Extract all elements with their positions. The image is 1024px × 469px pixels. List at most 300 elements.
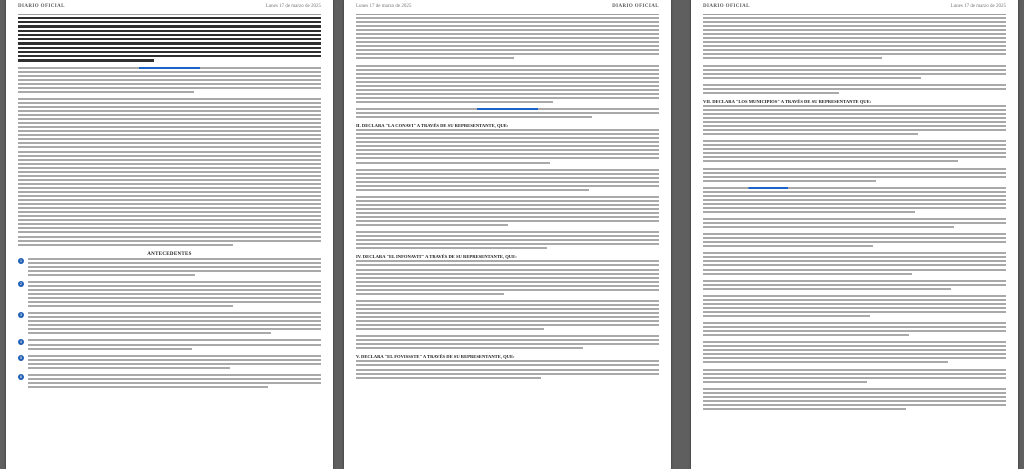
- text-line: [703, 345, 1006, 347]
- text-line: [703, 303, 1006, 305]
- number-bullet-icon: 5: [19, 354, 23, 360]
- text-line: [703, 191, 1006, 193]
- text-line: [356, 304, 659, 306]
- numbered-paragraph: [18, 258, 321, 278]
- text-line: [703, 77, 921, 79]
- text-line: [18, 211, 321, 213]
- text-line: [703, 113, 1006, 115]
- text-line: [703, 41, 1006, 43]
- text-line: [28, 312, 321, 314]
- paragraph: [703, 65, 1006, 79]
- text-line: [703, 73, 1006, 75]
- text-line: [28, 367, 230, 369]
- text-line: [18, 175, 321, 177]
- paragraph: [703, 187, 1006, 213]
- paragraph: [703, 233, 1006, 247]
- paragraph: [356, 231, 659, 249]
- text-line: [356, 231, 659, 233]
- declaration-heading: IV. DECLARA "EL INFONAVIT" A TRAVÉS DE SU REPRESENTANTE, QUE:: [356, 254, 517, 260]
- publication-name: DIARIO OFICIAL: [18, 4, 65, 9]
- text-line: [703, 311, 1006, 313]
- text-line: [18, 146, 321, 148]
- text-line: [18, 30, 321, 32]
- text-line: [703, 226, 954, 228]
- text-line: [703, 404, 1006, 406]
- text-line: [703, 334, 909, 336]
- text-line: [18, 138, 321, 140]
- text-line: [356, 277, 659, 279]
- text-line: [18, 191, 321, 193]
- text-line: [356, 181, 659, 183]
- text-line: [356, 33, 659, 35]
- paragraph: [703, 322, 1006, 336]
- text-line: [28, 305, 233, 307]
- paragraph: [356, 335, 659, 349]
- text-line: [28, 344, 321, 346]
- text-line: [703, 148, 1006, 150]
- paragraph: [703, 168, 1006, 182]
- paragraph: [18, 98, 321, 246]
- section-heading: ANTECEDENTES: [147, 251, 192, 257]
- text-line: [703, 17, 1006, 19]
- paragraph: [703, 218, 1006, 228]
- text-line: [18, 38, 321, 40]
- text-line: [356, 116, 592, 118]
- text-line: [356, 49, 659, 51]
- paragraph: [703, 105, 1006, 135]
- text-line: [18, 183, 321, 185]
- text-line: [703, 152, 1006, 154]
- text-line: [356, 97, 659, 99]
- text-line: [356, 208, 659, 210]
- text-line: [356, 89, 659, 91]
- text-line: [18, 114, 321, 116]
- text-line: [703, 109, 1006, 111]
- text-line: [28, 348, 192, 350]
- bold-paragraph: [18, 17, 321, 62]
- text-line: [356, 369, 659, 371]
- text-line: [356, 137, 659, 139]
- text-line: [356, 224, 508, 226]
- numbered-paragraph: [18, 355, 321, 371]
- text-line: [18, 122, 321, 124]
- numbered-paragraph: [18, 281, 321, 309]
- paragraph: [703, 252, 1006, 274]
- text-line: [703, 199, 1006, 201]
- text-line: [703, 361, 948, 363]
- text-line: [356, 157, 659, 159]
- number-bullet-icon: 6: [19, 373, 23, 379]
- text-line: [703, 25, 1006, 27]
- text-line: [356, 177, 659, 179]
- text-line: [356, 269, 659, 271]
- text-line: [356, 260, 659, 262]
- paragraph: [356, 260, 659, 294]
- text-line: [703, 84, 1006, 86]
- number-bullet-icon: 4: [19, 339, 23, 345]
- text-line: [356, 328, 544, 330]
- text-line: [28, 285, 321, 287]
- paragraph: [703, 140, 1006, 162]
- text-line: [703, 330, 1006, 332]
- text-line: [356, 289, 659, 291]
- text-line: [18, 47, 321, 49]
- text-line: [18, 25, 321, 27]
- document-page-3[interactable]: [691, 0, 1018, 469]
- text-line: [356, 200, 659, 202]
- text-line: [356, 273, 659, 275]
- page-body: [703, 17, 1006, 469]
- text-line: [28, 332, 271, 334]
- text-line: [28, 293, 321, 295]
- text-line: [356, 212, 659, 214]
- text-line: [703, 53, 1006, 55]
- paragraph: [703, 17, 1006, 59]
- text-line: [18, 75, 321, 77]
- paragraph: [356, 129, 659, 163]
- text-line: [703, 322, 1006, 324]
- text-line: [356, 45, 659, 47]
- text-line: [356, 235, 659, 237]
- text-line: [356, 41, 659, 43]
- text-line: [356, 364, 659, 366]
- numbered-paragraph: [18, 374, 321, 390]
- text-line: [18, 42, 321, 44]
- text-line: [28, 378, 321, 380]
- text-line: [703, 218, 1006, 220]
- text-line: [703, 140, 1006, 142]
- text-line: [18, 187, 321, 189]
- paragraph: [703, 341, 1006, 363]
- text-line: [703, 388, 1006, 390]
- text-line: [18, 236, 321, 238]
- text-line: [28, 355, 321, 357]
- declaration-heading: VII. DECLARA "LOS MUNICIPIOS" A TRAVÉS DE SU REPRESENTANTE QUE:: [703, 98, 872, 104]
- text-line: [356, 129, 659, 131]
- text-line: [18, 71, 321, 73]
- text-line: [28, 274, 195, 276]
- text-line: [18, 195, 321, 197]
- text-line: [703, 392, 1006, 394]
- text-line: [703, 241, 1006, 243]
- text-line: [703, 260, 1006, 262]
- text-line: [18, 110, 321, 112]
- text-line: [18, 51, 321, 53]
- text-line: [703, 273, 912, 275]
- text-line: [703, 295, 1006, 297]
- text-line: [703, 373, 1006, 375]
- page-header: [18, 4, 321, 15]
- text-line: [703, 377, 1006, 379]
- paragraph: [356, 196, 659, 226]
- text-line: [356, 216, 659, 218]
- text-line: [356, 243, 659, 245]
- text-line: [18, 179, 321, 181]
- text-line: [703, 203, 1006, 205]
- text-line: [356, 29, 659, 31]
- text-line: [18, 159, 321, 161]
- text-line: [18, 83, 321, 85]
- text-line: [18, 34, 321, 36]
- text-line: [703, 129, 1006, 131]
- declaration-heading: V. DECLARA "EL FOVISSSTE" A TRAVÉS DE SU REPRESENTANTE, QUE:: [356, 354, 515, 360]
- text-line: [703, 105, 1006, 107]
- publication-name: DIARIO OFICIAL: [703, 4, 750, 9]
- text-line: [18, 67, 321, 69]
- text-line: [703, 341, 1006, 343]
- text-line: [18, 207, 321, 209]
- numbered-paragraph: [18, 312, 321, 336]
- text-line: [703, 176, 1006, 178]
- text-line: [703, 211, 915, 213]
- text-line: [356, 112, 659, 114]
- text-line: [703, 172, 1006, 174]
- text-line: [356, 25, 659, 27]
- text-line: [356, 285, 659, 287]
- text-line: [703, 349, 1006, 351]
- text-line: [356, 17, 659, 19]
- text-line: [703, 160, 958, 162]
- text-line: [18, 151, 321, 153]
- paragraph: [703, 280, 1006, 290]
- text-line: [356, 204, 659, 206]
- text-line: [18, 118, 321, 120]
- paragraph: [356, 65, 659, 103]
- text-line: [18, 130, 321, 132]
- number-bullet-icon: 1: [19, 257, 23, 263]
- text-line: [703, 69, 1006, 71]
- text-line: [703, 33, 1006, 35]
- paragraph: [703, 369, 1006, 383]
- text-line: [18, 79, 321, 81]
- text-line: [703, 381, 867, 383]
- text-line: [18, 219, 321, 221]
- text-line: [356, 312, 659, 314]
- text-line: [703, 49, 1006, 51]
- text-line: [18, 240, 321, 242]
- text-line: [703, 264, 1006, 266]
- text-line: [356, 264, 659, 266]
- text-line: [703, 21, 1006, 23]
- document-page-2[interactable]: [344, 0, 671, 469]
- text-line: [703, 117, 1006, 119]
- text-line: [28, 289, 321, 291]
- text-line: [356, 335, 659, 337]
- text-line: [28, 339, 321, 341]
- page-header: [703, 4, 1006, 15]
- text-line: [703, 144, 1006, 146]
- text-line: [28, 320, 321, 322]
- publication-name: DIARIO OFICIAL: [612, 4, 659, 9]
- text-line: [356, 77, 659, 79]
- text-line: [28, 262, 321, 264]
- text-line: [703, 408, 906, 410]
- text-line: [703, 288, 951, 290]
- text-line: [703, 180, 876, 182]
- text-line: [356, 169, 659, 171]
- text-line: [356, 53, 659, 55]
- text-line: [18, 167, 321, 169]
- text-line: [28, 258, 321, 260]
- text-line: [703, 125, 1006, 127]
- text-line: [18, 199, 321, 201]
- text-line: [356, 37, 659, 39]
- text-line: [356, 108, 659, 110]
- text-line: [703, 369, 1006, 371]
- text-line: [356, 239, 659, 241]
- text-line: [356, 85, 659, 87]
- text-line: [356, 316, 659, 318]
- text-line: [356, 196, 659, 198]
- text-line: [703, 280, 1006, 282]
- text-line: [703, 233, 1006, 235]
- text-line: [28, 316, 321, 318]
- paragraph: [356, 169, 659, 191]
- publication-date: Lunes 17 de marzo de 2025: [356, 4, 412, 9]
- text-line: [703, 222, 1006, 224]
- paragraph: [356, 300, 659, 330]
- publication-date: Lunes 17 de marzo de 2025: [950, 4, 1006, 9]
- text-line: [356, 281, 659, 283]
- paragraph: [356, 108, 659, 118]
- text-line: [356, 324, 659, 326]
- text-line: [356, 360, 659, 362]
- text-line: [703, 284, 1006, 286]
- text-line: [356, 189, 589, 191]
- text-line: [356, 347, 583, 349]
- text-line: [356, 173, 659, 175]
- document-page-1[interactable]: [6, 0, 333, 469]
- text-line: [18, 227, 321, 229]
- declaration-heading: II. DECLARA "LA CONAVI" A TRAVÉS DE SU REPRESENTANTE, QUE:: [356, 123, 509, 129]
- text-line: [703, 133, 918, 135]
- text-line: [356, 339, 659, 341]
- numbered-paragraph: [18, 339, 321, 351]
- text-line: [18, 87, 321, 89]
- publication-date: Lunes 17 de marzo de 2025: [265, 4, 321, 9]
- paragraph: [703, 388, 1006, 410]
- text-line: [356, 247, 547, 249]
- text-line: [356, 293, 504, 295]
- text-line: [28, 324, 321, 326]
- text-line: [18, 59, 154, 61]
- text-line: [18, 171, 321, 173]
- text-line: [356, 220, 659, 222]
- text-line: [703, 121, 1006, 123]
- text-line: [703, 187, 1006, 189]
- text-line: [18, 91, 194, 93]
- text-line: [703, 353, 1006, 355]
- text-line: [356, 69, 659, 71]
- text-line: [703, 168, 1006, 170]
- text-line: [703, 315, 870, 317]
- text-line: [18, 215, 321, 217]
- text-line: [356, 320, 659, 322]
- text-line: [356, 343, 659, 345]
- number-bullet-icon: 2: [19, 280, 23, 286]
- text-line: [28, 328, 321, 330]
- paragraph: [356, 360, 659, 378]
- text-line: [356, 57, 514, 59]
- text-line: [356, 133, 659, 135]
- text-line: [356, 185, 659, 187]
- text-line: [356, 308, 659, 310]
- text-line: [356, 81, 659, 83]
- text-line: [18, 203, 321, 205]
- page-body: [18, 17, 321, 469]
- paragraph: [356, 17, 659, 59]
- text-line: [703, 65, 1006, 67]
- text-line: [28, 266, 321, 268]
- text-line: [703, 299, 1006, 301]
- text-line: [356, 153, 659, 155]
- text-line: [703, 88, 1006, 90]
- text-line: [18, 55, 321, 57]
- text-line: [703, 45, 1006, 47]
- text-line: [356, 65, 659, 67]
- text-line: [356, 373, 659, 375]
- text-line: [28, 359, 321, 361]
- text-line: [703, 326, 1006, 328]
- paragraph: [18, 67, 321, 93]
- text-line: [28, 301, 321, 303]
- text-line: [28, 374, 321, 376]
- text-line: [703, 307, 1006, 309]
- text-line: [356, 149, 659, 151]
- text-line: [356, 141, 659, 143]
- text-line: [703, 252, 1006, 254]
- text-line: [18, 21, 321, 23]
- text-line: [18, 17, 321, 19]
- text-line: [356, 93, 659, 95]
- text-line: [703, 195, 1006, 197]
- paragraph: [703, 295, 1006, 317]
- text-line: [356, 162, 550, 164]
- text-line: [28, 382, 321, 384]
- text-line: [18, 134, 321, 136]
- text-line: [703, 269, 1006, 271]
- text-line: [356, 145, 659, 147]
- text-line: [703, 57, 882, 59]
- text-line: [18, 155, 321, 157]
- text-line: [703, 400, 1006, 402]
- text-line: [28, 386, 268, 388]
- text-line: [18, 244, 233, 246]
- number-bullet-icon: 3: [19, 312, 23, 318]
- text-line: [28, 297, 321, 299]
- text-line: [18, 102, 321, 104]
- text-line: [703, 37, 1006, 39]
- text-line: [356, 101, 553, 103]
- text-line: [356, 300, 659, 302]
- text-line: [356, 73, 659, 75]
- text-line: [703, 245, 873, 247]
- text-line: [18, 231, 321, 233]
- text-line: [18, 163, 321, 165]
- paragraph: [703, 84, 1006, 94]
- text-line: [18, 106, 321, 108]
- text-line: [28, 363, 321, 365]
- text-line: [703, 92, 839, 94]
- text-line: [703, 256, 1006, 258]
- text-line: [703, 237, 1006, 239]
- text-line: [28, 281, 321, 283]
- text-line: [703, 396, 1006, 398]
- text-line: [356, 377, 541, 379]
- text-line: [28, 270, 321, 272]
- page-header: [356, 4, 659, 15]
- text-line: [356, 21, 659, 23]
